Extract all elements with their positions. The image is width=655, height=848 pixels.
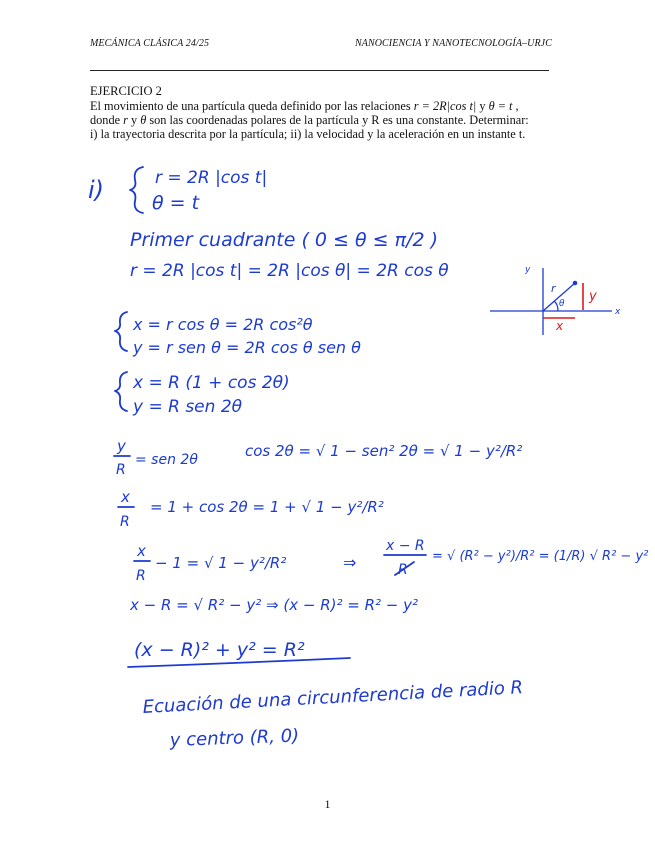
symbol-theta: θ (140, 113, 147, 127)
conclusion-line-2: y centro (R, 0) (169, 725, 300, 751)
x-double-angle-eq: x = R (1 + cos 2θ) (133, 373, 290, 393)
header-course: MECÁNICA CLÁSICA 24/25 (90, 38, 210, 49)
first-quadrant-note: Primer cuadrante ( 0 ≤ θ ≤ π/2 ) (130, 229, 439, 251)
cos-double-angle-eq: cos 2θ = √ 1 − sen² 2θ = √ 1 − y²/R² (245, 442, 523, 460)
x-polar-eq: x = r cos θ = 2R cos²θ (133, 315, 313, 334)
xy-brace (115, 312, 127, 351)
implies-arrow-1: ⇒ (343, 553, 357, 572)
xr-minus-one-eq: − 1 = √ 1 − y²/R² (155, 554, 287, 572)
statement-text: y (476, 99, 489, 113)
yr-denominator: R (116, 462, 126, 478)
xr2-denominator: R (136, 568, 146, 584)
x-minus-r-eq: x − R = √ R² − y² ⇒ (x − R)² = R² − y² (130, 596, 419, 614)
symbol-r: r (123, 113, 128, 127)
y-double-angle-eq: y = R sen 2θ (133, 397, 243, 417)
xr-equation: = 1 + cos 2θ = 1 + √ 1 − y²/R² (150, 498, 384, 516)
xr-numerator: x (121, 488, 130, 506)
xmr-frac-numerator: x − R (386, 538, 425, 554)
statement-text: El movimiento de una partícula queda definido por las relaciones (90, 99, 414, 113)
conclusion-line-1: Ecuación de una circunferencia de radio R (142, 677, 524, 718)
yr-equation: = sen 2θ (135, 452, 198, 468)
statement-text: y (127, 113, 141, 127)
diagram-angle-arc (554, 301, 558, 311)
diagram-y-label: y (525, 265, 531, 275)
page-number: 1 (324, 797, 331, 811)
statement-text: donde (90, 113, 124, 127)
circle-equation: (x − R)² + y² = R² (134, 639, 305, 661)
system-theta-eq: θ = t (152, 192, 200, 214)
xr-denominator: R (120, 514, 130, 530)
xr2-numerator: x (137, 542, 146, 560)
exercise-title: EJERCICIO 2 (90, 84, 162, 98)
diagram-y-red-label: y (589, 289, 597, 304)
sqrt-fraction-eq: = √ (R² − y²)/R² = (1/R) √ R² − y² (432, 549, 649, 564)
diagram-r-label: r (551, 282, 556, 295)
diagram-x-red-label: x (556, 319, 564, 333)
y-polar-eq: y = r sen θ = 2R cos θ sen θ (133, 338, 361, 357)
r-simplified-eq: r = 2R |cos t| = 2R |cos θ| = 2R cos θ (130, 261, 449, 281)
equation-theta: θ = t (488, 99, 513, 113)
statement-line-3: i) la trayectoria descrita por la partícula; ii) la velocidad y la aceleración en un instante t. (90, 127, 526, 141)
part-label: i) (88, 176, 105, 204)
statement-text: , (512, 99, 519, 113)
diagram-x-label: x (615, 307, 621, 317)
diagram-theta-label: θ (559, 299, 565, 309)
equation-r: r = 2R|cos t| (413, 99, 477, 113)
double-angle-brace (115, 372, 127, 411)
diagram-particle (573, 281, 578, 286)
system-r-eq: r = 2R |cos t| (155, 168, 268, 188)
statement-text: son las coordenadas polares de la partícula y R es una constante. Determinar: (146, 113, 529, 127)
header-degree: NANOCIENCIA Y NANOTECNOLOGÍA–URJC (354, 38, 552, 49)
yr-numerator: y (117, 437, 126, 455)
system-brace (130, 167, 143, 213)
xmr-frac-denominator: R (398, 562, 408, 578)
